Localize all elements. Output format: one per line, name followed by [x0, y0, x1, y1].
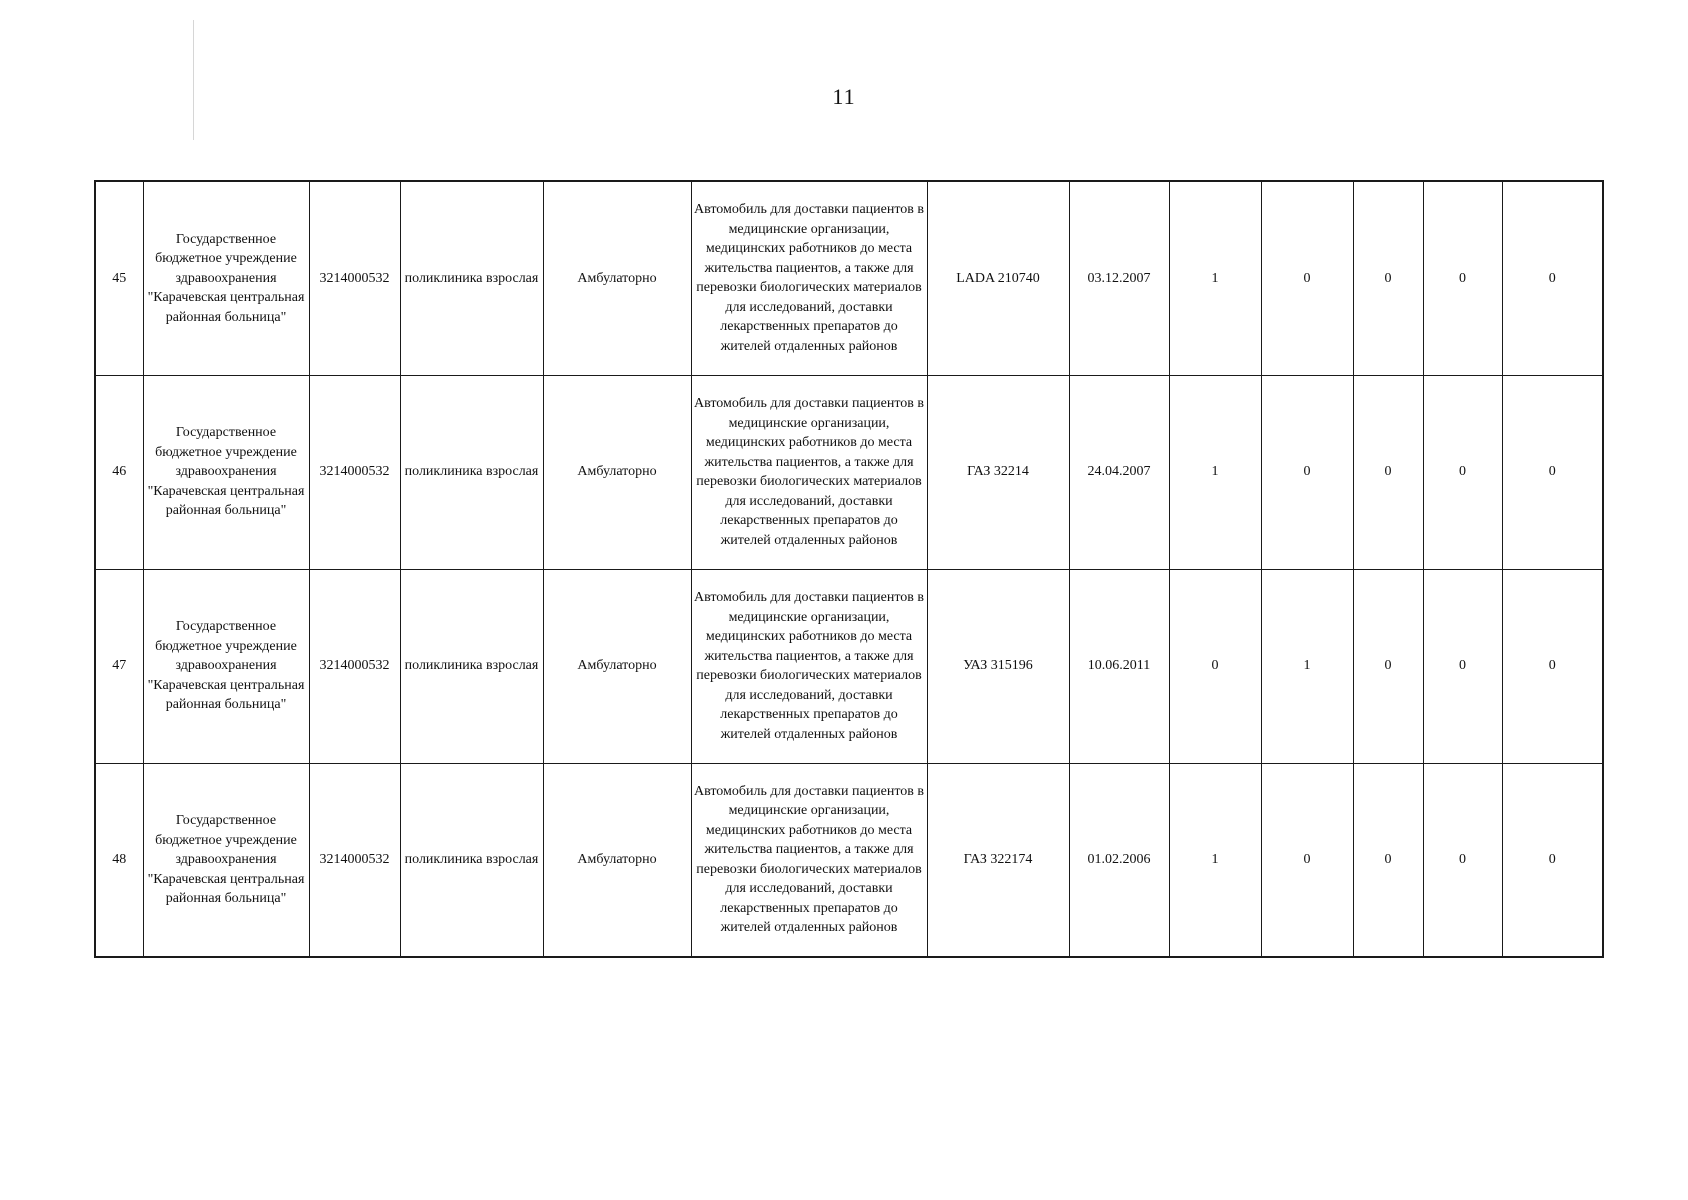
count-cell: 0: [1502, 763, 1603, 957]
vehicle-purpose: Автомобиль для доставки пациентов в медицинские организации, медицинских работников до места жительства пациентов, а также для перевозки биологических материалов для исследований, доставки лекарственных препаратов до жителей отдаленных районов: [691, 375, 927, 569]
organization-name: Государственное бюджетное учреждение здравоохранения "Карачевская центральная районная больница": [143, 763, 309, 957]
table-row: [95, 375, 1603, 569]
table-row: [95, 763, 1603, 957]
vehicle-purpose: Автомобиль для доставки пациентов в медицинские организации, медицинских работников до места жительства пациентов, а также для перевозки биологических материалов для исследований, доставки лекарственных препаратов до жителей отдаленных районов: [691, 181, 927, 375]
table-row: [95, 569, 1603, 763]
count-cell: 0: [1423, 763, 1502, 957]
row-number: 45: [95, 181, 143, 375]
organization-name: Государственное бюджетное учреждение здравоохранения "Карачевская центральная районная больница": [143, 569, 309, 763]
care-type: Амбулаторно: [543, 763, 691, 957]
vehicle-register-table: [94, 180, 1604, 958]
registration-date: 01.02.2006: [1069, 763, 1169, 957]
count-cell: 0: [1423, 375, 1502, 569]
unit-name: поликлиника взрослая: [400, 569, 543, 763]
inn-code: 3214000532: [309, 181, 400, 375]
count-cell: 0: [1353, 181, 1423, 375]
count-cell: 0: [1423, 569, 1502, 763]
vehicle-purpose: Автомобиль для доставки пациентов в медицинские организации, медицинских работников до места жительства пациентов, а также для перевозки биологических материалов для исследований, доставки лекарственных препаратов до жителей отдаленных районов: [691, 763, 927, 957]
row-number: 46: [95, 375, 143, 569]
inn-code: 3214000532: [309, 375, 400, 569]
count-cell: 0: [1353, 569, 1423, 763]
count-cell: 1: [1261, 569, 1353, 763]
registration-date: 10.06.2011: [1069, 569, 1169, 763]
unit-name: поликлиника взрослая: [400, 763, 543, 957]
count-cell: 0: [1261, 181, 1353, 375]
count-cell: 0: [1502, 375, 1603, 569]
table-row: [95, 181, 1603, 375]
count-cell: 1: [1169, 181, 1261, 375]
vehicle-model: LADA 210740: [927, 181, 1069, 375]
count-cell: 0: [1502, 181, 1603, 375]
inn-code: 3214000532: [309, 569, 400, 763]
registration-date: 24.04.2007: [1069, 375, 1169, 569]
vehicle-model: УАЗ 315196: [927, 569, 1069, 763]
count-cell: 1: [1169, 375, 1261, 569]
vehicle-purpose: Автомобиль для доставки пациентов в медицинские организации, медицинских работников до места жительства пациентов, а также для перевозки биологических материалов для исследований, доставки лекарственных препаратов до жителей отдаленных районов: [691, 569, 927, 763]
vehicle-model: ГАЗ 322174: [927, 763, 1069, 957]
unit-name: поликлиника взрослая: [400, 375, 543, 569]
row-number: 47: [95, 569, 143, 763]
care-type: Амбулаторно: [543, 375, 691, 569]
count-cell: 0: [1502, 569, 1603, 763]
organization-name: Государственное бюджетное учреждение здравоохранения "Карачевская центральная районная больница": [143, 375, 309, 569]
count-cell: 0: [1261, 763, 1353, 957]
registration-date: 03.12.2007: [1069, 181, 1169, 375]
unit-name: поликлиника взрослая: [400, 181, 543, 375]
care-type: Амбулаторно: [543, 181, 691, 375]
count-cell: 0: [1353, 763, 1423, 957]
row-number: 48: [95, 763, 143, 957]
vehicle-model: ГАЗ 32214: [927, 375, 1069, 569]
count-cell: 0: [1353, 375, 1423, 569]
count-cell: 0: [1261, 375, 1353, 569]
count-cell: 1: [1169, 763, 1261, 957]
count-cell: 0: [1423, 181, 1502, 375]
page-number: 11: [832, 84, 856, 109]
care-type: Амбулаторно: [543, 569, 691, 763]
scan-margin-line: [193, 20, 194, 140]
organization-name: Государственное бюджетное учреждение здравоохранения "Карачевская центральная районная больница": [143, 181, 309, 375]
count-cell: 0: [1169, 569, 1261, 763]
inn-code: 3214000532: [309, 763, 400, 957]
